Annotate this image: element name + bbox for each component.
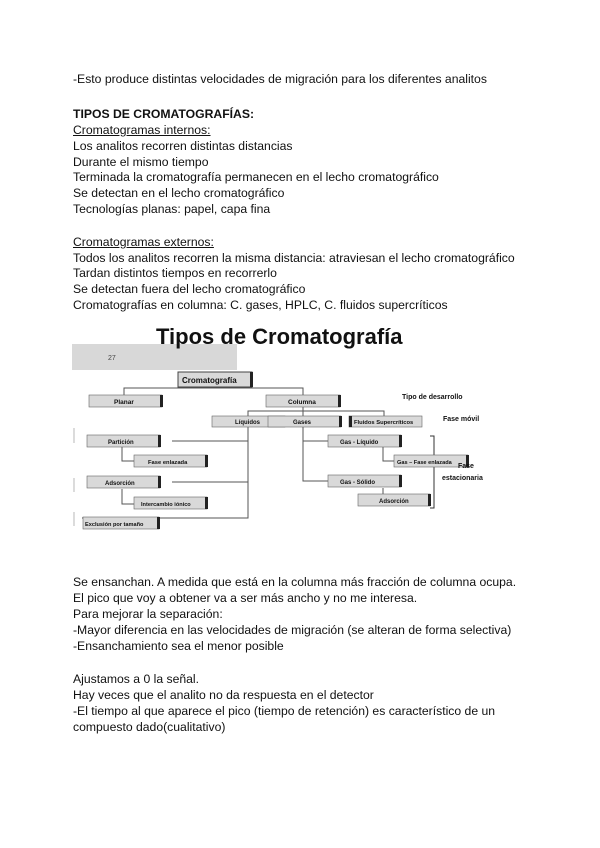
internos-line: Tecnologías planas: papel, capa fina	[73, 202, 271, 216]
bottom-line: Ajustamos a 0 la señal.	[73, 672, 200, 686]
box-gas-solido-label: Gas - Sólido	[340, 480, 376, 486]
label-estacionaria: estacionaria	[442, 475, 483, 482]
label-tipo-desarrollo: Tipo de desarrollo	[402, 394, 463, 401]
bottom-line: -Ensanchamiento sea el menor posible	[73, 639, 284, 653]
box-planar-label: Planar	[114, 399, 134, 406]
box-liquidos-label: Líquidos	[235, 420, 260, 426]
label-fase: Fase	[458, 463, 474, 470]
box-gases-label: Gases	[293, 420, 312, 426]
externos-line: Todos los analitos recorren la misma distancia: atraviesan el lecho cromatográfico	[73, 251, 515, 265]
section-heading: TIPOS DE CROMATOGRAFÍAS:	[73, 107, 255, 121]
externos-line: Cromatografías en columna: C. gases, HPLC, C. fluidos supercríticos	[73, 298, 448, 312]
externos-line: Se detectan fuera del lecho cromatográfico	[73, 282, 306, 296]
bottom-line: El pico que voy a obtener va a ser más ancho y no me interesa.	[73, 591, 418, 605]
box-cromatografia-label: Cromatografía	[182, 376, 237, 385]
box-exclusion-label: Exclusión por tamaño	[85, 522, 144, 528]
box-gas-liquido-label: Gas - Líquido	[340, 440, 379, 446]
slide-number: 27	[108, 355, 116, 362]
box-gas-fase-enlazada-label: Gas – Fase enlazada	[397, 460, 452, 466]
bottom-line: -El tiempo al que aparece el pico (tiempo de retención) es característico de un	[73, 704, 496, 718]
box-adsorcion-gas-label: Adsorción	[379, 499, 409, 505]
externos-line: Tardan distintos tiempos en recorrerlo	[73, 266, 277, 280]
internos-line: Terminada la cromatografía permanecen en el lecho cromatográfico	[73, 170, 439, 184]
internos-title: Cromatogramas internos:	[73, 123, 211, 137]
bottom-line: compuesto dado(cualitativo)	[73, 720, 226, 734]
internos-line: Se detectan en el lecho cromatográfico	[73, 186, 285, 200]
internos-line: Durante el mismo tiempo	[73, 155, 209, 169]
bottom-line: -Mayor diferencia en las velocidades de migración (se alteran de forma selectiva)	[73, 623, 512, 637]
intro-line: -Esto produce distintas velocidades de migración para los diferentes analitos	[73, 72, 487, 86]
internos-line: Los analitos recorren distintas distancias	[73, 139, 293, 153]
box-adsorcion-label: Adsorción	[105, 481, 135, 487]
box-fase-enlazada-label: Fase enlazada	[148, 460, 188, 466]
box-intercambio-label: Intercambio iónico	[141, 502, 191, 508]
bottom-line: Hay veces que el analito no da respuesta en el detector	[73, 688, 374, 702]
chromatography-types-diagram	[72, 318, 522, 543]
diagram-title: Tipos de Cromatografía	[156, 324, 403, 349]
label-fase-movil: Fase móvil	[443, 416, 480, 423]
bottom-line: Para mejorar la separación:	[73, 607, 223, 621]
externos-title: Cromatogramas externos:	[73, 235, 214, 249]
box-fluidos-label: Fluidos Supercríticos	[354, 420, 414, 426]
box-particion-label: Partición	[108, 440, 134, 446]
bottom-line: Se ensanchan. A medida que está en la columna más fracción de columna ocupa.	[73, 575, 517, 589]
box-columna-label: Columna	[288, 399, 316, 406]
